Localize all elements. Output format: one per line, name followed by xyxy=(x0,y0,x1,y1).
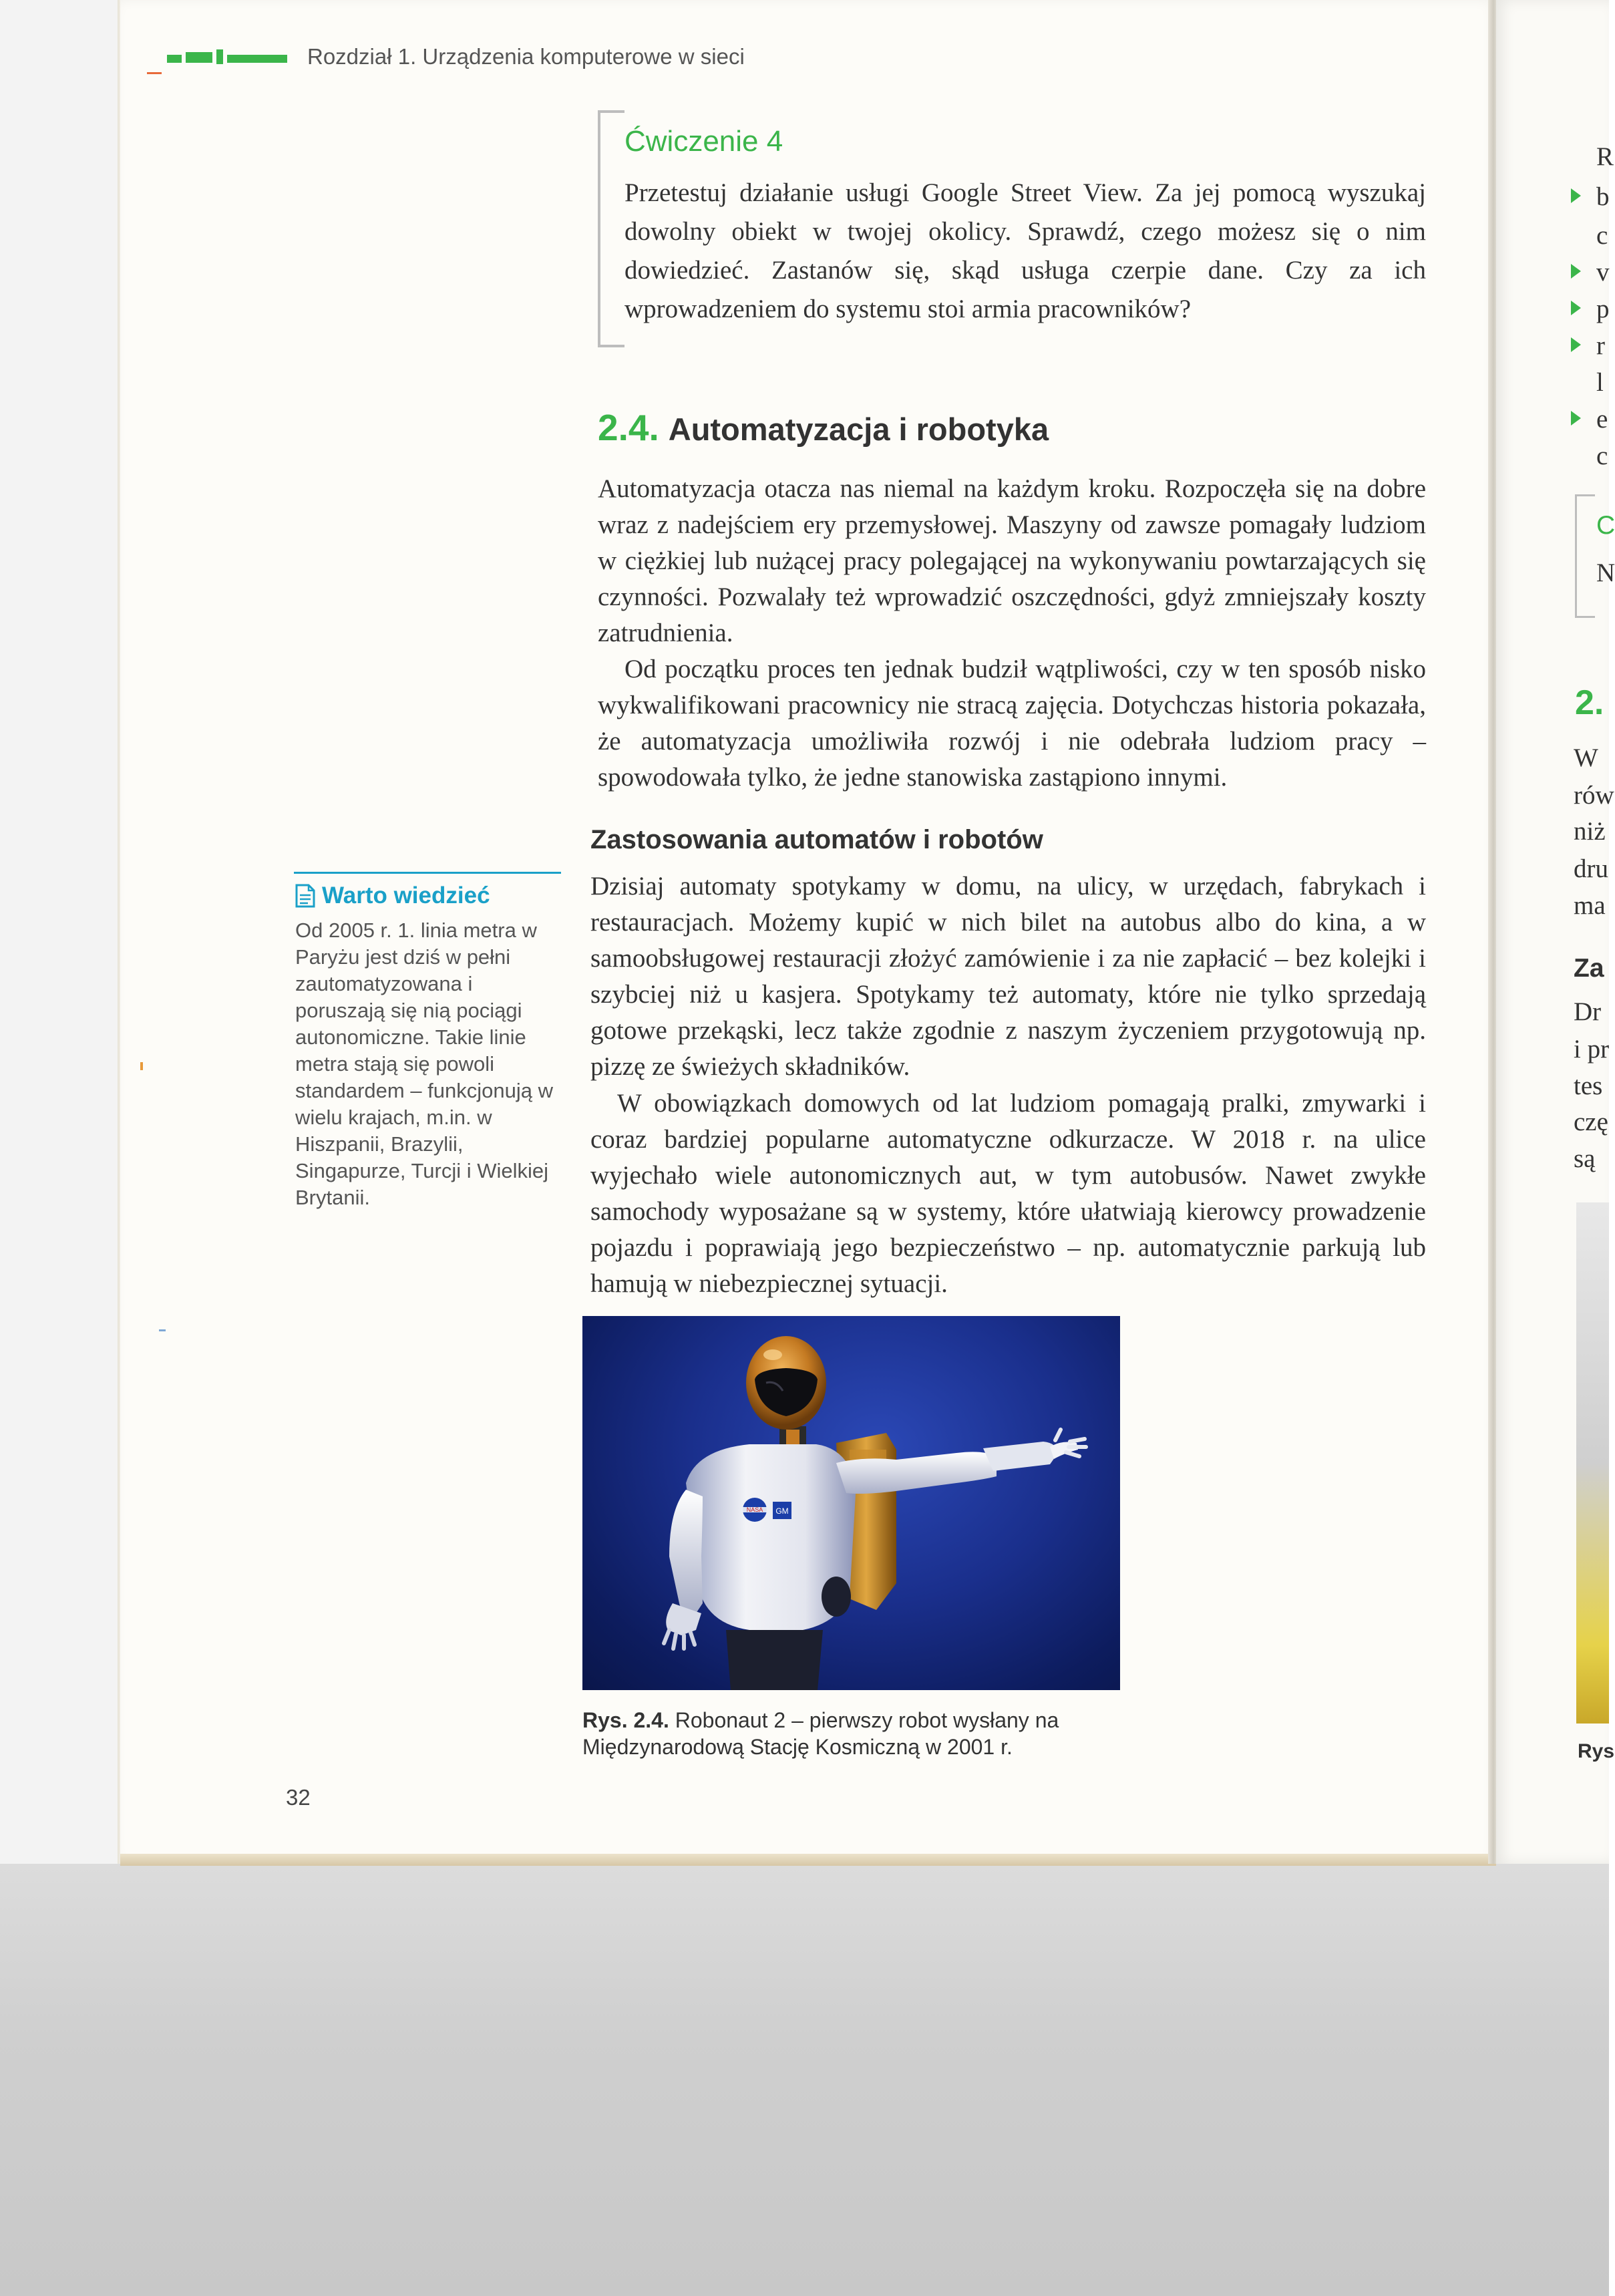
nasa-badge: NASA xyxy=(746,1506,763,1513)
right-page-fragment: niż xyxy=(1574,817,1606,846)
right-page-fragment: dru xyxy=(1574,854,1608,883)
right-page-fragment: czę xyxy=(1574,1108,1608,1136)
section-paragraph: Automatyzacja otacza nas niemal na każdym kroku. Rozpoczęła się na dobre wraz z nadejściem ery przemysłowej. Maszyny od zawsze pomagały ludziom w ciężkiej lub nużącej pracy polegającej na wykonywaniu powtarzających się czynności. Pozwalały też wprowadzić oszczędności, gdyż zmniejszały koszty zatrudnienia. xyxy=(598,474,1426,647)
chapter-header: Rozdział 1. Urządzenia komputerowe w sieci xyxy=(307,44,745,69)
right-page-fragment: rów xyxy=(1574,781,1614,810)
section-number: 2.4. xyxy=(598,407,659,448)
bullet-icon xyxy=(1571,188,1581,203)
margin-mark xyxy=(159,1329,166,1331)
subsection-paragraph: Dzisiaj automaty spotykamy w domu, na ulicy, w urzędach, fabrykach i restauracjach. Możemy kupić w nich bilet na autobus albo do kina, a w samoobsługowej restauracji złożyć zamówienie i za nie zapłacić – bez kolejki i szybciej niż u kasjera. Spotykamy też automaty, które nie tylko sprzedają gotowe przekąski, lecz także zgodnie z naszym życzeniem przygotowują np. pizzę ze świeżych składników. xyxy=(590,872,1426,1081)
sidebar-text: Od 2005 r. 1. linia metra w Paryżu jest dziś w pełni zautomatyzowana i poruszają się nią pociągi autonomiczne. Takie linie metra stają się powoli standardem – funkcjonują w wielu krajach, m.in. w Hiszpanii, Brazylii, Singapurze, Turcji i Wielkiej Brytanii. xyxy=(295,919,554,1209)
right-page-fragment: N xyxy=(1596,558,1615,587)
right-page-fragment: R xyxy=(1596,142,1614,171)
figure-caption xyxy=(582,1707,1130,1760)
bullet-icon xyxy=(1571,264,1581,279)
bullet-icon xyxy=(1571,337,1581,352)
right-page-fragment: W xyxy=(1574,744,1598,772)
bullet-icon xyxy=(1571,301,1581,315)
box-bracket xyxy=(1575,616,1595,618)
right-page-fragment: Rys xyxy=(1578,1740,1615,1762)
right-page-fragment: są xyxy=(1574,1144,1596,1173)
right-page-fragment: C xyxy=(1596,511,1615,540)
page-number: 32 xyxy=(286,1785,311,1810)
box-bracket xyxy=(1575,494,1595,496)
robonaut-photo xyxy=(582,1316,1120,1690)
right-page-fragment: Za xyxy=(1574,954,1604,983)
right-page-fragment: v xyxy=(1596,258,1610,287)
right-page-fragment: 2. xyxy=(1575,683,1604,722)
right-page-fragment: p xyxy=(1596,295,1610,323)
right-page-fragment: tes xyxy=(1574,1072,1603,1100)
exercise-box xyxy=(598,110,1439,347)
scanner-background xyxy=(0,1864,1609,2296)
document-icon xyxy=(295,884,315,908)
sidebar-rule xyxy=(294,872,561,874)
exercise-text: Przetestuj działanie usługi Google Street View. Za jej pomocą wyszukaj dowolny obiekt w twojej okolicy. Sprawdź, czego możesz się o nim dowiedzieć. Zastanów się, skąd usługa czerpie dane. Czy za ich wprowadzeniem do systemu stoi armia pracowników? xyxy=(624,178,1426,323)
caption-label: Rys. 2.4. xyxy=(582,1708,669,1732)
box-bracket xyxy=(1575,494,1577,618)
right-page-fragment: i pr xyxy=(1574,1035,1610,1063)
exercise-title: Ćwiczenie 4 xyxy=(624,125,783,158)
caption-text: Robonaut 2 – pierwszy robot wysłany na Międzynarodową Stację Kosmiczną w 2001 r. xyxy=(582,1708,1059,1759)
right-page-fragment: l xyxy=(1596,368,1604,397)
right-page-fragment: e xyxy=(1596,405,1608,434)
sidebar-title: Warto wiedzieć xyxy=(322,882,490,909)
margin-mark xyxy=(140,1062,143,1070)
right-page-fragment: c xyxy=(1596,442,1608,470)
section-paragraph: Od początku proces ten jednak budził wątpliwości, czy w ten sposób nisko wykwalifikowani pracownicy nie stracą zajęcia. Dotychczas historia pokazała, że automatyzacja umożliwiła rozwój i nie odebrała ludziom pracy – spowodowała tylko, że jedne stanowiska zastąpiono innymi. xyxy=(598,655,1426,792)
right-page-fragment: ma xyxy=(1574,891,1606,920)
margin-mark xyxy=(147,72,162,74)
header-decoration xyxy=(167,48,287,65)
right-page-fragment: b xyxy=(1596,182,1610,211)
right-page-fragment: r xyxy=(1596,331,1605,360)
subsection-heading: Zastosowania automatów i robotów xyxy=(590,825,1043,854)
section-heading xyxy=(598,406,1049,449)
bullet-icon xyxy=(1571,411,1581,426)
right-page-fragment: Dr xyxy=(1574,997,1602,1026)
right-page-photo xyxy=(1576,1202,1609,1724)
subsection-paragraph: W obowiązkach domowych od lat ludziom pomagają pralki, zmywarki i coraz bardziej popularne automatyczne odkurzacze. W 2018 r. na ulice wyjechało wiele autonomicznych aut, w tym autobusów. Nawet zwykłe samochody wyposażane są w systemy, które ułatwiają kierowcy prowadzenie pojazdu i poprawiają jego bezpieczeństwo – np. automatycznie parkują lub hamują w niebezpiecznej sytuacji. xyxy=(590,1089,1426,1298)
right-page-fragment: c xyxy=(1596,221,1608,250)
robot-illustration xyxy=(582,1316,1120,1690)
gm-badge: GM xyxy=(775,1506,789,1516)
page-bottom-edge xyxy=(120,1854,1496,1866)
section-title: Automatyzacja i robotyka xyxy=(668,412,1049,447)
